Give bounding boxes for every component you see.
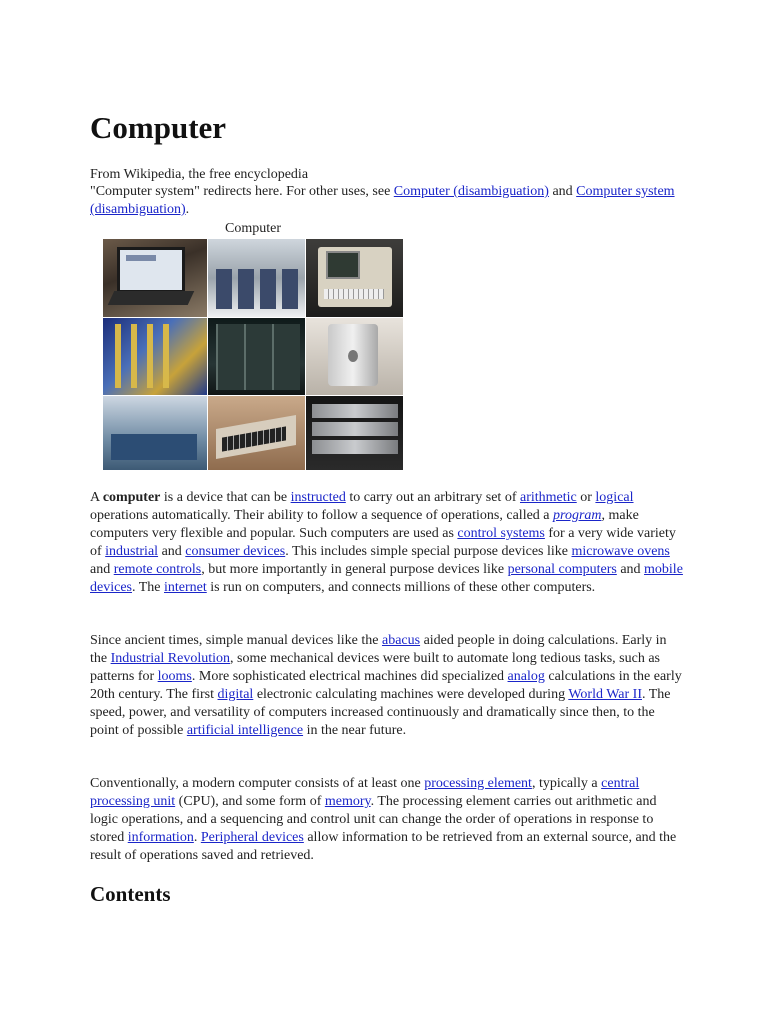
link-processing-element[interactable]: processing element: [424, 776, 532, 791]
link-analog[interactable]: analog: [507, 669, 545, 684]
infobox-caption: Computer: [225, 221, 281, 236]
link-computer-system-disambiguation[interactable]: Computer system (disambiguation): [90, 184, 675, 217]
link-artificial-intelligence[interactable]: artificial intelligence: [186, 723, 304, 738]
paragraph-history: Since ancient times, simple manual devices like the abacus aided people in doing calculations. Early in the Industrial Revolution, some mechanical devices were built to automate long tedious tasks, such as patterns for looms. More sophisticated electrical machines did specialized analog calculations in the early 20th century. The first digital electronic calculating machines were developed during World War II. The speed, power, and versatility of computers increased continuously and dramatically since then, to the point of possible artificial intelligence in the near future.: [90, 633, 682, 738]
page-title: Computer: [90, 110, 227, 145]
link-central-processing-unit[interactable]: central processing unit: [90, 776, 640, 809]
link-industrial[interactable]: industrial: [105, 544, 159, 559]
link-memory[interactable]: memory: [324, 794, 371, 809]
server-rack-image: [306, 396, 403, 470]
link-internet[interactable]: internet: [164, 580, 207, 595]
computer-console-image: [103, 396, 207, 470]
hatnote-text: "Computer system" redirects here. For other uses, see: [90, 184, 394, 199]
link-arithmetic[interactable]: arithmetic: [519, 490, 577, 505]
laptop-image: [103, 239, 207, 317]
link-world-war-ii[interactable]: World War II: [568, 687, 642, 702]
link-abacus[interactable]: abacus: [381, 633, 421, 648]
link-peripheral-devices[interactable]: Peripheral devices: [200, 830, 304, 845]
link-consumer-devices[interactable]: consumer devices: [185, 544, 286, 559]
link-industrial-revolution[interactable]: Industrial Revolution: [110, 651, 230, 666]
hatnote: [90, 183, 690, 219]
hatnote-text: .: [185, 202, 190, 217]
link-computer-disambiguation[interactable]: Computer (disambiguation): [393, 184, 549, 199]
link-looms[interactable]: looms: [157, 669, 192, 684]
link-mobile-devices[interactable]: mobile devices: [90, 562, 683, 595]
infobox-image-collage[interactable]: [103, 239, 407, 470]
contents-heading: Contents: [90, 882, 171, 906]
hatnote-text: and: [548, 184, 577, 199]
paragraph-components: Conventionally, a modern computer consists of at least one processing element, typically a central processing unit (CPU), and some form of memory. The processing element carries out arithmetic and logic operations, and a sequencing and control unit can change the order of operations in response to stored information. Peripheral devices allow information to be retrieved from an external source, and the result of operations saved and retrieved.: [90, 776, 677, 863]
link-digital[interactable]: digital: [217, 687, 254, 702]
link-remote-controls[interactable]: remote controls: [113, 562, 202, 577]
link-logical[interactable]: logical: [595, 490, 634, 505]
link-program[interactable]: program: [553, 508, 602, 523]
link-information[interactable]: information: [127, 830, 194, 845]
link-microwave-ovens[interactable]: microwave ovens: [571, 544, 670, 559]
link-personal-computers[interactable]: personal computers: [507, 562, 617, 577]
supercomputer-room-image: [208, 239, 305, 317]
link-control-systems[interactable]: control systems: [457, 526, 545, 541]
home-computer-image: [208, 396, 305, 470]
paragraph-intro: A computer is a device that can be instructed to carry out an arbitrary set of arithmetic or logical operations automatically. Their ability to follow a sequence of operations, called a program, make computers very flexible and popular. Such computers are used as control systems for a very wide variety of industrial and consumer devices. This includes simple special purpose devices like microwave ovens and remote controls, but more importantly in general purpose devices like personal computers and mobile devices. The internet is run on computers, and connects millions of these other computers.: [90, 490, 683, 595]
link-instructed[interactable]: instructed: [290, 490, 346, 505]
bold-term: computer: [102, 490, 161, 505]
vintage-terminal-image: [306, 239, 403, 317]
site-subtitle: From Wikipedia, the free encyclopedia: [90, 167, 309, 182]
desktop-tower-image: [306, 318, 403, 395]
motherboard-image: [103, 318, 207, 395]
mainframe-cabinet-image: [208, 318, 305, 395]
